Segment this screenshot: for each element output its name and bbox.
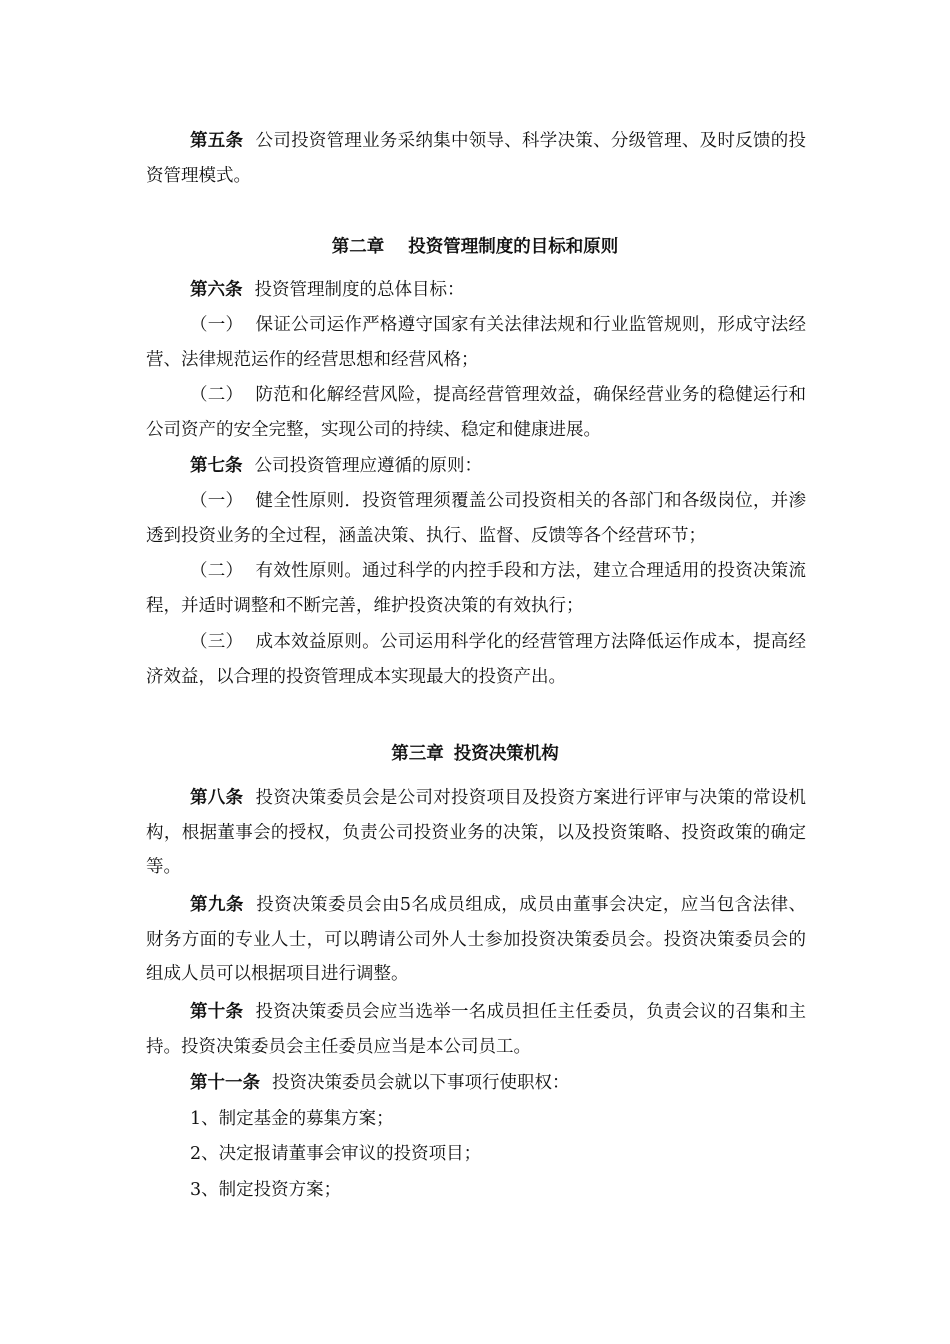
article-text: 公司投资管理应遵循的原则： [254,456,482,476]
chapter-title: 投资管理制度的目标和原则 [408,237,619,257]
chapter-2-heading [0,230,950,264]
article-7-item-2 [146,554,806,623]
article-6-item-2 [146,378,806,447]
article-7-item-1 [146,484,806,553]
article-11 [146,1066,806,1101]
article-label: 第十一条 [190,1073,260,1093]
article-10 [146,995,806,1064]
article-6 [146,273,806,308]
article-label: 第六条 [190,280,243,300]
article-11-item-2: 2、决定报请董事会审议的投资项目； [190,1144,482,1164]
chapter-number: 第三章 [391,744,444,764]
item-text: 保证公司运作严格遵守国家有关法律法规和行业监管规则，形成守法经营、法律规范运作的经营思想和经营风格； [146,315,807,370]
item-number: （三） [190,632,244,652]
article-label: 第七条 [190,456,243,476]
article-text: 公司投资管理业务采纳集中领导、科学决策、分级管理、及时反馈的投资管理模式。 [146,131,807,186]
article-7 [146,449,806,484]
chapter-title: 投资决策机构 [453,744,559,764]
item-number: （二） [190,385,244,405]
article-5 [146,124,806,193]
chapter-3-heading [0,737,950,771]
article-text: 投资管理制度的总体目标： [254,280,465,300]
item-number: （二） [190,561,244,581]
article-9 [146,888,806,992]
article-text: 投资决策委员会是公司对投资项目及投资方案进行评审与决策的常设机构，根据董事会的授权，负责公司投资业务的决策，以及投资策略、投资政策的确定等。 [146,788,807,877]
article-text: 投资决策委员会由5名成员组成，成员由董事会决定，应当包含法律、财务方面的专业人士，可以聘请公司外人士参加投资决策委员会。投资决策委员会的组成人员可以根据项目进行调整。 [146,895,806,984]
item-text: 有效性原则。通过科学的内控手段和方法，建立合理适用的投资决策流程，并适时调整和不断完善，维护投资决策的有效执行； [146,561,807,616]
article-11-item-1: 1、制定基金的募集方案； [190,1109,394,1129]
item-number: （一） [190,491,244,511]
article-8 [146,781,806,885]
chapter-number: 第二章 [331,237,385,257]
article-6-item-1 [146,308,806,377]
article-11-item-3: 3、制定投资方案； [190,1180,342,1200]
article-label: 第十条 [190,1002,244,1022]
article-label: 第九条 [190,895,244,915]
article-label: 第八条 [190,788,244,808]
item-number: （一） [190,315,244,335]
item-text: 成本效益原则。公司运用科学化的经营管理方法降低运作成本，提高经济效益，以合理的投资管理成本实现最大的投资产出。 [146,632,807,687]
article-label: 第五条 [190,131,244,151]
item-text: 防范和化解经营风险，提高经营管理效益，确保经营业务的稳健运行和公司资产的安全完整，实现公司的持续、稳定和健康进展。 [146,385,807,440]
article-text: 投资决策委员会应当选举一名成员担任主任委员，负责会议的召集和主持。投资决策委员会主任委员应当是本公司员工。 [146,1002,807,1057]
item-text: 健全性原则．投资管理须覆盖公司投资相关的各部门和各级岗位，并渗透到投资业务的全过程，涵盖决策、执行、监督、反馈等各个经营环节； [146,491,807,546]
article-text: 投资决策委员会就以下事项行使职权： [272,1073,570,1093]
article-7-item-3 [146,625,806,694]
